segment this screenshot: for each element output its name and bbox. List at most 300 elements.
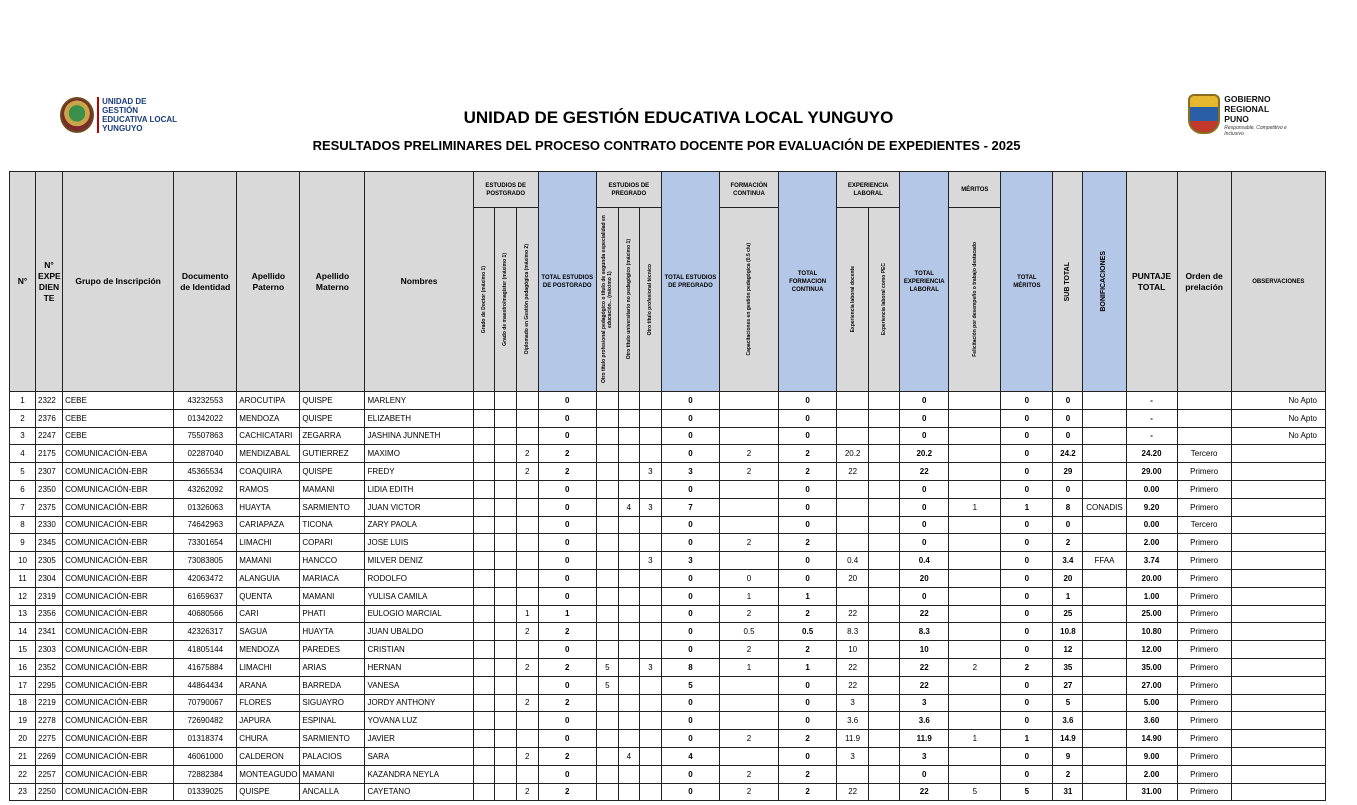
table-cell: 2175 — [36, 445, 63, 463]
table-cell: 2295 — [36, 676, 63, 694]
col-otro-titulo-pedagogico: Otro título profesional pedagógico o título de segunda especialidad en educación... (máximo 1) — [596, 208, 618, 392]
table-cell: GUTIERREZ — [300, 445, 365, 463]
table-row — [10, 463, 1326, 481]
table-cell: 0 — [661, 694, 719, 712]
table-row — [10, 712, 1326, 730]
table-cell: QUISPE — [300, 392, 365, 410]
table-cell: 3 — [837, 747, 869, 765]
table-cell: 01318374 — [174, 730, 237, 748]
table-row — [10, 498, 1326, 516]
table-cell: CARIAPAZA — [237, 516, 300, 534]
table-cell: 0 — [661, 623, 719, 641]
table-cell — [949, 641, 1001, 659]
table-cell: 24.2 — [1053, 445, 1083, 463]
group-postgrado: ESTUDIOS DE POSTGRADO — [473, 172, 538, 208]
table-cell — [494, 587, 516, 605]
col-grado-doctor: Grado de Doctor (máximo 1) — [473, 208, 494, 392]
table-cell: Primero — [1177, 765, 1231, 783]
table-cell: 5.00 — [1126, 694, 1177, 712]
table-cell — [473, 552, 494, 570]
table-cell — [1083, 641, 1126, 659]
table-cell: 0 — [661, 534, 719, 552]
table-cell — [494, 409, 516, 427]
table-cell: 2 — [516, 747, 538, 765]
table-cell: 0 — [1053, 392, 1083, 410]
table-cell — [516, 516, 538, 534]
table-cell: 11 — [10, 569, 36, 587]
table-cell — [1231, 676, 1325, 694]
table-cell — [719, 552, 778, 570]
table-cell: 0 — [661, 409, 719, 427]
table-cell — [837, 427, 869, 445]
table-cell — [869, 694, 900, 712]
table-cell: COMUNICACIÓN-EBR — [63, 480, 174, 498]
group-meritos: MÉRITOS — [949, 172, 1001, 208]
table-cell: 3 — [639, 552, 661, 570]
table-cell: 22 — [837, 463, 869, 481]
table-cell: 0 — [538, 534, 596, 552]
table-cell: 0 — [538, 676, 596, 694]
table-cell: MENDIZABAL — [237, 445, 300, 463]
table-cell: 19 — [10, 712, 36, 730]
table-cell: 3 — [837, 694, 869, 712]
table-cell — [949, 765, 1001, 783]
table-cell — [949, 409, 1001, 427]
table-cell — [596, 409, 618, 427]
table-cell: MAXIMO — [365, 445, 473, 463]
table-cell — [596, 498, 618, 516]
table-cell: 23 — [10, 783, 36, 801]
table-cell — [494, 641, 516, 659]
table-cell: No Apto — [1231, 392, 1325, 410]
table-cell — [596, 516, 618, 534]
table-cell: 0 — [719, 569, 778, 587]
table-cell: HANCCO — [300, 552, 365, 570]
table-cell: 0 — [538, 427, 596, 445]
table-cell: QUISPE — [300, 463, 365, 481]
table-cell: 2 — [779, 534, 837, 552]
table-cell: 2319 — [36, 587, 63, 605]
col-experiencia-docente: Experiencia laboral docente — [837, 208, 869, 392]
table-cell: 2 — [538, 747, 596, 765]
table-cell — [1231, 480, 1325, 498]
table-cell: 2257 — [36, 765, 63, 783]
table-cell: 0.00 — [1126, 480, 1177, 498]
table-cell: 0 — [779, 694, 837, 712]
table-cell: 0 — [1001, 409, 1053, 427]
table-cell: 72882384 — [174, 765, 237, 783]
page-subtitle: RESULTADOS PRELIMINARES DEL PROCESO CONTRATO DOCENTE POR EVALUACIÓN DE EXPEDIENTES - 2025 — [312, 138, 1021, 153]
table-cell: No Apto — [1231, 427, 1325, 445]
col-subtotal: SUB TOTAL — [1053, 172, 1083, 392]
table-cell: Primero — [1177, 658, 1231, 676]
table-cell: 2352 — [36, 658, 63, 676]
table-cell: 2 — [516, 783, 538, 801]
table-cell — [596, 392, 618, 410]
table-cell: MAMANI — [300, 765, 365, 783]
table-cell: 15 — [10, 641, 36, 659]
table-cell: PAREDES — [300, 641, 365, 659]
table-cell: 10 — [10, 552, 36, 570]
table-cell: CAYETANO — [365, 783, 473, 801]
table-cell — [719, 480, 778, 498]
table-cell: 0 — [779, 747, 837, 765]
table-cell — [473, 712, 494, 730]
table-cell: 0 — [1001, 480, 1053, 498]
table-cell — [596, 765, 618, 783]
table-cell: 0 — [900, 587, 949, 605]
table-cell: 0 — [1001, 641, 1053, 659]
table-cell: Tercero — [1177, 445, 1231, 463]
table-cell — [1083, 463, 1126, 481]
table-row — [10, 552, 1326, 570]
table-cell: 27.00 — [1126, 676, 1177, 694]
table-row — [10, 445, 1326, 463]
table-cell: 2345 — [36, 534, 63, 552]
table-cell — [516, 552, 538, 570]
table-cell: 43232553 — [174, 392, 237, 410]
table-cell — [494, 534, 516, 552]
table-cell: COMUNICACIÓN-EBR — [63, 658, 174, 676]
table-cell — [618, 463, 639, 481]
table-cell: 0 — [1001, 676, 1053, 694]
table-cell: 0 — [538, 587, 596, 605]
table-cell: 2 — [719, 534, 778, 552]
table-cell: 1 — [719, 658, 778, 676]
table-cell — [596, 641, 618, 659]
table-cell — [719, 409, 778, 427]
table-cell — [516, 676, 538, 694]
table-row — [10, 676, 1326, 694]
table-cell — [949, 534, 1001, 552]
table-cell — [1083, 480, 1126, 498]
page-title: UNIDAD DE GESTIÓN EDUCATIVA LOCAL YUNGUYO — [463, 108, 894, 127]
table-cell: 0.00 — [1126, 516, 1177, 534]
table-cell: 2 — [538, 694, 596, 712]
table-cell: 70790067 — [174, 694, 237, 712]
col-total-experiencia: TOTAL EXPERIENCIA LABORAL — [900, 172, 949, 392]
table-cell: 2 — [1053, 534, 1083, 552]
table-cell — [618, 445, 639, 463]
table-cell — [596, 747, 618, 765]
table-cell — [949, 747, 1001, 765]
table-cell: Primero — [1177, 534, 1231, 552]
table-cell — [473, 534, 494, 552]
table-cell: RODOLFO — [365, 569, 473, 587]
table-row — [10, 605, 1326, 623]
table-cell: COPARI — [300, 534, 365, 552]
table-cell: 0 — [661, 427, 719, 445]
table-cell — [1083, 516, 1126, 534]
table-cell: Primero — [1177, 783, 1231, 801]
table-cell: 20 — [1053, 569, 1083, 587]
table-cell: Tercero — [1177, 516, 1231, 534]
table-cell: 0 — [900, 392, 949, 410]
table-cell — [596, 605, 618, 623]
table-cell: 41675884 — [174, 658, 237, 676]
results-table — [9, 171, 1326, 801]
table-cell: 42326317 — [174, 623, 237, 641]
table-cell: 18 — [10, 694, 36, 712]
table-cell — [639, 587, 661, 605]
table-cell: 0 — [1001, 587, 1053, 605]
table-cell: 22 — [900, 783, 949, 801]
table-cell: 2 — [779, 463, 837, 481]
table-cell — [596, 783, 618, 801]
table-cell: 1 — [1001, 730, 1053, 748]
table-cell: 12 — [10, 587, 36, 605]
table-cell: 0 — [1001, 747, 1053, 765]
table-cell: MENDOZA — [237, 409, 300, 427]
table-cell — [1177, 427, 1231, 445]
table-cell — [639, 480, 661, 498]
table-cell — [618, 676, 639, 694]
table-cell — [869, 480, 900, 498]
table-cell: 20 — [10, 730, 36, 748]
table-cell — [639, 676, 661, 694]
table-cell: ANCALLA — [300, 783, 365, 801]
table-cell — [1083, 392, 1126, 410]
table-row — [10, 516, 1326, 534]
table-cell: COMUNICACIÓN-EBR — [63, 463, 174, 481]
table-cell — [516, 534, 538, 552]
table-cell — [1177, 409, 1231, 427]
table-cell — [869, 427, 900, 445]
ugel-logo-text: UNIDAD DE GESTIÓN EDUCATIVA LOCAL YUNGUYO — [102, 97, 178, 133]
table-cell — [618, 712, 639, 730]
table-cell: 2307 — [36, 463, 63, 481]
table-cell: 1 — [949, 730, 1001, 748]
table-cell: 2376 — [36, 409, 63, 427]
table-cell: 2275 — [36, 730, 63, 748]
table-cell — [1231, 623, 1325, 641]
table-cell — [596, 712, 618, 730]
table-cell — [494, 445, 516, 463]
table-cell: Primero — [1177, 605, 1231, 623]
table-cell: SAGUA — [237, 623, 300, 641]
table-cell: 3.74 — [1126, 552, 1177, 570]
table-cell — [837, 587, 869, 605]
table-cell: 2 — [779, 765, 837, 783]
table-cell: 2 — [1053, 765, 1083, 783]
table-cell: 2 — [516, 463, 538, 481]
table-cell — [1083, 605, 1126, 623]
table-cell — [473, 569, 494, 587]
table-cell: 0 — [1053, 409, 1083, 427]
table-cell: MENDOZA — [237, 641, 300, 659]
table-cell — [473, 730, 494, 748]
table-row — [10, 569, 1326, 587]
table-cell — [949, 516, 1001, 534]
table-cell: BARREDA — [300, 676, 365, 694]
table-cell: 2350 — [36, 480, 63, 498]
table-cell: 11.9 — [837, 730, 869, 748]
col-orden: Orden de prelación — [1177, 172, 1231, 392]
table-cell — [719, 694, 778, 712]
table-cell: 2 — [1001, 658, 1053, 676]
table-cell: COMUNICACIÓN-EBR — [63, 783, 174, 801]
table-cell: ZARY PAOLA — [365, 516, 473, 534]
table-cell — [494, 480, 516, 498]
table-cell: AROCUTIPA — [237, 392, 300, 410]
table-cell: 8.3 — [900, 623, 949, 641]
table-cell — [719, 676, 778, 694]
table-cell — [639, 534, 661, 552]
table-row — [10, 730, 1326, 748]
table-cell: FLORES — [237, 694, 300, 712]
table-cell: CHURA — [237, 730, 300, 748]
table-cell — [1083, 783, 1126, 801]
table-cell — [473, 676, 494, 694]
col-otro-titulo-tecnico: Otro título profesional técnico — [639, 208, 661, 392]
table-cell: 20 — [900, 569, 949, 587]
col-apellido-materno: Apellido Materno — [300, 172, 365, 392]
table-cell: 0 — [538, 480, 596, 498]
table-cell — [473, 445, 494, 463]
table-cell — [473, 641, 494, 659]
table-cell: 31 — [1053, 783, 1083, 801]
table-cell: COAQUIRA — [237, 463, 300, 481]
table-cell: 2 — [538, 445, 596, 463]
table-cell: MAMANI — [300, 587, 365, 605]
table-cell: 0 — [538, 409, 596, 427]
table-cell: 0 — [1001, 516, 1053, 534]
table-cell — [1231, 516, 1325, 534]
table-cell — [949, 552, 1001, 570]
table-cell: 8 — [1053, 498, 1083, 516]
table-cell: SIGUAYRO — [300, 694, 365, 712]
table-cell — [1083, 712, 1126, 730]
results-body — [10, 392, 1326, 801]
table-cell: CEBE — [63, 409, 174, 427]
table-cell: 4 — [10, 445, 36, 463]
table-cell — [639, 445, 661, 463]
table-cell: QUENTA — [237, 587, 300, 605]
gobierno-logo-text: GOBIERNO REGIONAL PUNO — [1224, 94, 1271, 124]
gobierno-logo-motto: Responsable, Competitivo e Inclusivo — [1224, 125, 1287, 137]
table-cell: 0 — [661, 712, 719, 730]
table-cell: Primero — [1177, 552, 1231, 570]
table-cell: 0 — [538, 730, 596, 748]
table-cell: 46061000 — [174, 747, 237, 765]
table-cell — [869, 392, 900, 410]
table-cell — [869, 463, 900, 481]
table-cell — [1083, 569, 1126, 587]
table-cell: COMUNICACIÓN-EBR — [63, 534, 174, 552]
table-cell — [618, 409, 639, 427]
table-cell — [639, 765, 661, 783]
table-cell: 10 — [837, 641, 869, 659]
table-cell: COMUNICACIÓN-EBR — [63, 712, 174, 730]
col-documento: Documento de Identidad — [174, 172, 237, 392]
table-cell: 9 — [10, 534, 36, 552]
table-cell: 2 — [779, 730, 837, 748]
table-cell — [596, 480, 618, 498]
table-cell: 2 — [516, 445, 538, 463]
table-cell: 0.5 — [779, 623, 837, 641]
table-cell: 22 — [900, 658, 949, 676]
table-cell: COMUNICACIÓN-EBR — [63, 498, 174, 516]
table-cell — [837, 765, 869, 783]
table-cell — [869, 516, 900, 534]
table-cell — [494, 694, 516, 712]
table-cell: 8.3 — [837, 623, 869, 641]
table-cell: 2 — [719, 641, 778, 659]
table-cell: 29 — [1053, 463, 1083, 481]
table-cell — [473, 783, 494, 801]
table-cell — [639, 516, 661, 534]
table-cell — [869, 747, 900, 765]
table-cell: 74642963 — [174, 516, 237, 534]
col-expediente: N° EXPE DIEN TE — [36, 172, 63, 392]
table-cell: 4 — [661, 747, 719, 765]
table-cell: 22 — [837, 658, 869, 676]
table-cell: COMUNICACIÓN-EBR — [63, 694, 174, 712]
table-cell: - — [1126, 409, 1177, 427]
table-cell: 2 — [719, 605, 778, 623]
table-cell — [1231, 694, 1325, 712]
table-cell — [949, 694, 1001, 712]
table-cell: 0 — [661, 480, 719, 498]
table-cell — [618, 516, 639, 534]
table-cell — [869, 730, 900, 748]
table-cell — [618, 694, 639, 712]
table-cell: 3 — [639, 498, 661, 516]
table-cell — [719, 498, 778, 516]
table-cell: 2356 — [36, 605, 63, 623]
table-cell: PHATI — [300, 605, 365, 623]
table-cell: 0 — [538, 516, 596, 534]
table-cell: 44864434 — [174, 676, 237, 694]
table-cell: TICONA — [300, 516, 365, 534]
table-cell: 0 — [538, 765, 596, 783]
table-cell — [473, 658, 494, 676]
table-cell: 22 — [900, 676, 949, 694]
table-cell — [494, 605, 516, 623]
table-cell: 1 — [779, 587, 837, 605]
table-cell — [618, 480, 639, 498]
table-cell: 2247 — [36, 427, 63, 445]
table-cell — [516, 641, 538, 659]
table-cell — [494, 516, 516, 534]
table-cell — [494, 427, 516, 445]
col-total-postgrado: TOTAL ESTUDIOS DE POSTGRADO — [538, 172, 596, 392]
table-cell: COMUNICACIÓN-EBR — [63, 569, 174, 587]
table-cell — [1083, 694, 1126, 712]
table-cell: CACHICATARI — [237, 427, 300, 445]
table-cell: MARLENY — [365, 392, 473, 410]
table-cell: 4 — [618, 498, 639, 516]
table-cell — [516, 427, 538, 445]
table-cell: QUISPE — [300, 409, 365, 427]
table-cell — [618, 730, 639, 748]
table-cell — [869, 605, 900, 623]
table-cell: 43262092 — [174, 480, 237, 498]
table-cell — [639, 694, 661, 712]
table-cell: 22 — [837, 783, 869, 801]
table-cell — [719, 747, 778, 765]
table-cell: 3 — [661, 463, 719, 481]
table-cell: 0 — [661, 605, 719, 623]
table-cell — [719, 427, 778, 445]
table-cell: 0 — [538, 641, 596, 659]
table-cell: RAMOS — [237, 480, 300, 498]
table-cell: ZEGARRA — [300, 427, 365, 445]
table-cell — [473, 427, 494, 445]
table-cell: 1 — [516, 605, 538, 623]
table-cell — [618, 605, 639, 623]
table-cell — [869, 623, 900, 641]
